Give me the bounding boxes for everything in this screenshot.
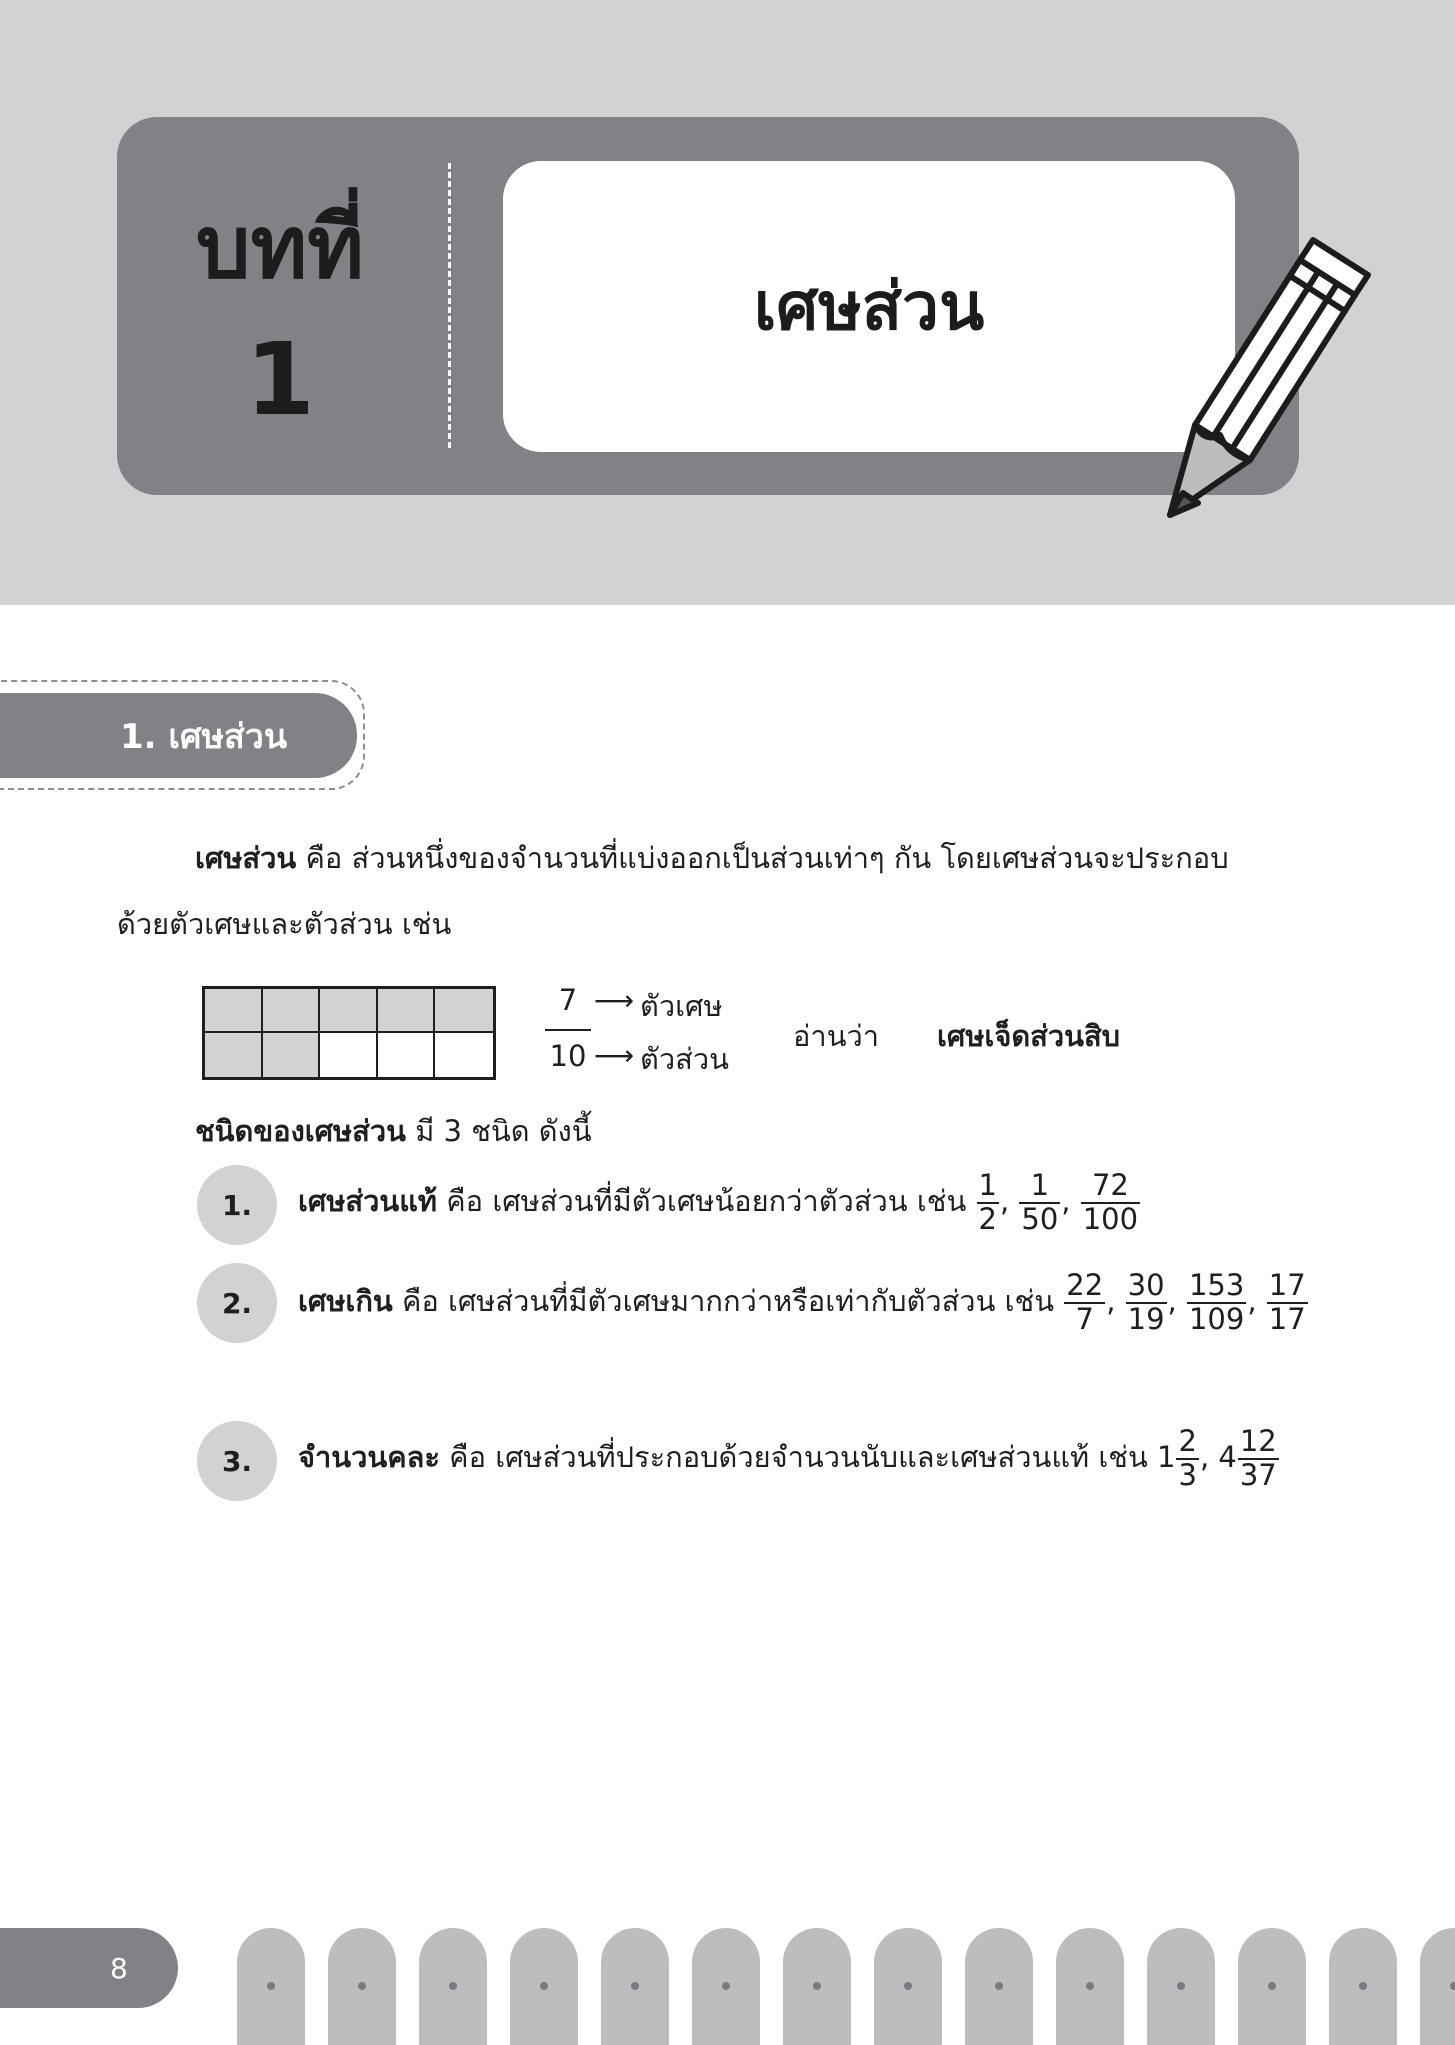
- fraction: [1126, 1270, 1167, 1336]
- separator: ,: [1247, 1283, 1266, 1318]
- type-term: เศษส่วนแท้: [298, 1183, 438, 1218]
- numerator-label: ตัวเศษ: [640, 989, 723, 1023]
- fence-post: [874, 1928, 942, 2045]
- fraction-numerator: 22: [1066, 1268, 1104, 1302]
- intro-line-2: ด้วยตัวเศษและตัวส่วน เช่น: [117, 907, 452, 941]
- fraction-numerator: 2: [1178, 1424, 1197, 1458]
- fraction-denominator: 2: [978, 1201, 997, 1236]
- example-fraction-bar: [545, 1029, 591, 1031]
- read-as-label: อ่านว่า: [793, 1019, 880, 1053]
- chapter-number: 1: [245, 321, 315, 438]
- fraction-denominator: 37: [1239, 1457, 1277, 1492]
- example-fractions: [976, 1168, 1142, 1236]
- whole-number: 4: [1218, 1439, 1237, 1474]
- types-heading: [195, 1113, 592, 1151]
- fraction: [977, 1170, 999, 1236]
- fence-post: [1056, 1928, 1124, 2045]
- fence-post: [1238, 1928, 1306, 2045]
- list-number-badge: 3.: [197, 1421, 277, 1501]
- fence-post: [601, 1928, 669, 2045]
- fence-post: [328, 1928, 396, 2045]
- types-heading-text: มี 3 ชนิด ดังนี้: [406, 1114, 592, 1148]
- pencil-icon: [1150, 235, 1390, 535]
- list-number-badge: 1.: [197, 1165, 277, 1245]
- grid-cell-empty: [320, 1033, 378, 1077]
- grid-cell-empty: [435, 1033, 493, 1077]
- example-fractions: [1063, 1268, 1308, 1336]
- page-number: 8: [110, 1951, 128, 1985]
- page-number-tab: [0, 1928, 178, 2008]
- fence-post: [1147, 1928, 1215, 2045]
- fence-post: [510, 1928, 578, 2045]
- grid-cell-shaded: [205, 1033, 263, 1077]
- fraction: [1081, 1170, 1140, 1236]
- intro-text-1: คือ ส่วนหนึ่งของจำนวนที่แบ่งออกเป็นส่วนเท่าๆ กัน โดยเศษส่วนจะประกอบ: [296, 841, 1229, 875]
- denominator-label: ตัวส่วน: [640, 1042, 729, 1076]
- fraction-numerator: 1: [978, 1168, 997, 1202]
- fence-post: [237, 1928, 305, 2045]
- type-description: คือ เศษส่วนที่มีตัวเศษมากกว่าหรือเท่ากับตัวส่วน เช่น: [392, 1283, 1064, 1318]
- grid-cell-shaded: [263, 1033, 321, 1077]
- fraction-denominator: 7: [1075, 1301, 1094, 1336]
- type-item-2: [298, 1270, 1318, 1336]
- fraction: [1064, 1270, 1105, 1336]
- fence-post: [965, 1928, 1033, 2045]
- fraction-denominator: 50: [1021, 1201, 1059, 1236]
- type-term: เศษเกิน: [298, 1283, 393, 1318]
- intro-line-1: [195, 840, 1229, 878]
- separator: ,: [999, 1183, 1019, 1218]
- fence-post: [1420, 1928, 1455, 2045]
- example-denominator: 10: [549, 1039, 587, 1073]
- chapter-label: บทที่: [196, 198, 364, 298]
- fraction-denominator: 3: [1178, 1457, 1197, 1492]
- section-heading: [0, 693, 357, 778]
- grid-cell-shaded: [378, 989, 436, 1033]
- separator: ,: [1167, 1283, 1186, 1318]
- example-numerator: 7: [558, 983, 578, 1017]
- chapter-divider: [448, 163, 451, 448]
- arrow-right-icon: ⟶: [594, 1039, 635, 1072]
- fence-post: [692, 1928, 760, 2045]
- types-heading-term: ชนิดของเศษส่วน: [195, 1114, 406, 1148]
- grid-cell-shaded: [205, 989, 263, 1033]
- list-number-badge: 2.: [197, 1263, 277, 1343]
- grid-cell-shaded: [263, 989, 321, 1033]
- fence-post: [783, 1928, 851, 2045]
- arrow-right-icon: ⟶: [594, 984, 635, 1017]
- example-fractions: [1157, 1424, 1280, 1492]
- fraction-denominator: 19: [1127, 1301, 1165, 1336]
- fraction: [1176, 1426, 1198, 1492]
- type-description: คือ เศษส่วนที่มีตัวเศษน้อยกว่าตัวส่วน เช่น: [437, 1183, 976, 1218]
- whole-number: 1: [1157, 1439, 1176, 1474]
- fraction: [1187, 1270, 1246, 1336]
- chapter-title: เศษส่วน: [753, 268, 985, 345]
- fraction-denominator: 100: [1082, 1201, 1139, 1236]
- grid-cell-empty: [378, 1033, 436, 1077]
- section-title: 1. เศษส่วน: [120, 716, 288, 757]
- type-term: จำนวนคละ: [298, 1439, 440, 1474]
- grid-cell-shaded: [435, 989, 493, 1033]
- fraction-numerator: 72: [1081, 1170, 1140, 1204]
- fence-post: [419, 1928, 487, 2045]
- fraction-numerator: 12: [1239, 1424, 1277, 1458]
- separator: ,: [1061, 1183, 1080, 1218]
- fraction-numerator: 17: [1268, 1268, 1306, 1302]
- type-description: คือ เศษส่วนที่ประกอบด้วยจำนวนนับและเศษส่วนแท้ เช่น: [439, 1439, 1158, 1474]
- fraction-denominator: 109: [1188, 1301, 1245, 1336]
- type-item-3: [298, 1426, 1318, 1492]
- fraction: [1238, 1426, 1279, 1492]
- reading-text: เศษเจ็ดส่วนสิบ: [937, 1019, 1121, 1053]
- fraction: [1019, 1170, 1060, 1236]
- fraction-denominator: 17: [1268, 1301, 1306, 1336]
- fraction-numerator: 153: [1188, 1268, 1245, 1302]
- fraction-grid: [202, 986, 496, 1080]
- fence-post: [1329, 1928, 1397, 2045]
- separator: ,: [1106, 1283, 1125, 1318]
- fraction-numerator: 30: [1127, 1268, 1165, 1302]
- type-item-1: [298, 1170, 1141, 1236]
- fraction: [1267, 1270, 1308, 1336]
- fraction-numerator: 1: [1019, 1170, 1060, 1204]
- intro-term: เศษส่วน: [195, 841, 297, 875]
- grid-cell-shaded: [320, 989, 378, 1033]
- separator: ,: [1199, 1439, 1219, 1474]
- chapter-title-box: [503, 161, 1235, 452]
